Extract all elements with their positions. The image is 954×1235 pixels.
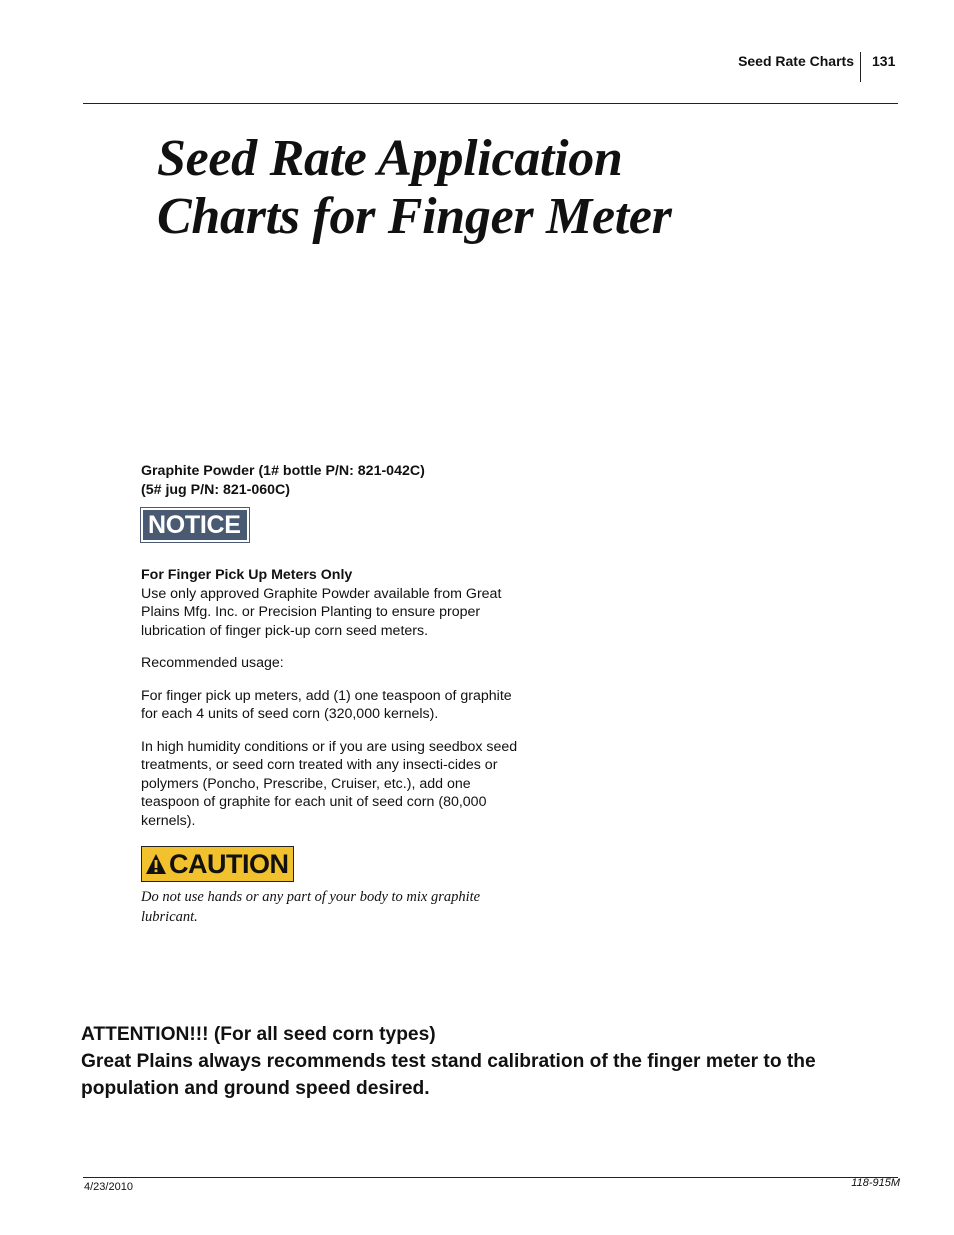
page-title-line-1: Seed Rate Application	[157, 130, 623, 187]
running-header-section: Seed Rate Charts	[738, 53, 854, 69]
notice-paragraph: Use only approved Graphite Powder available from Great Plains Mfg. Inc. or Precision Planting to ensure proper lubrication of finger pick-up corn seed meters.	[141, 585, 502, 639]
page-number: 131	[872, 53, 896, 69]
notice-badge: NOTICE	[141, 508, 249, 542]
header-rule	[83, 103, 898, 104]
warning-triangle-icon	[145, 853, 167, 875]
caution-badge	[141, 846, 294, 882]
page-title-line-2: Charts for Finger Meter	[157, 188, 672, 245]
caution-text: Do not use hands or any part of your body to mix graphite lubricant.	[141, 889, 481, 925]
notice-paragraph: For finger pick up meters, add (1) one teaspoon of graphite for each 4 units of seed corn (320,000 kernels).	[141, 687, 512, 722]
graphite-part-line-1: Graphite Powder (1# bottle P/N: 821-042C)	[141, 463, 425, 479]
graphite-part-line-2: (5# jug P/N: 821-060C)	[141, 481, 291, 498]
attention-block	[81, 1021, 911, 1102]
attention-body: Great Plains always recommends test stand calibration of the finger meter to the population and ground speed desired.	[81, 1051, 816, 1099]
footer-date: 4/23/2010	[84, 1181, 133, 1193]
graphite-column	[141, 462, 526, 927]
caution-label: CAUTION	[169, 849, 289, 879]
notice-heading: For Finger Pick Up Meters Only	[141, 567, 353, 583]
notice-paragraph: Recommended usage:	[141, 655, 284, 671]
attention-heading: ATTENTION!!! (For all seed corn types)	[81, 1024, 436, 1045]
page-title	[157, 130, 857, 246]
footer-doc-number: 118-915M	[851, 1177, 900, 1189]
footer-rule	[83, 1177, 898, 1178]
notice-paragraph: In high humidity conditions or if you are using seedbox seed treatments, or seed corn treated with any insecti-cides or polymers (Poncho, Prescribe, Cruiser, etc.), add one teaspoon of graphite for each unit of seed corn (80,000 kernels).	[141, 738, 518, 829]
header-divider	[860, 52, 861, 82]
